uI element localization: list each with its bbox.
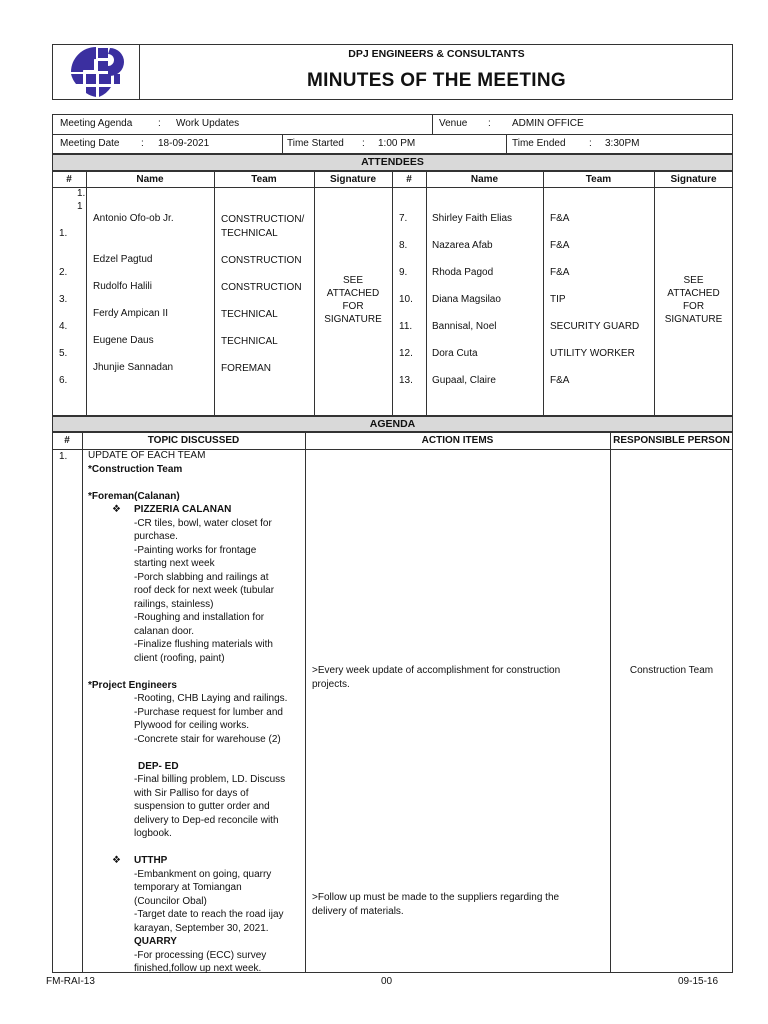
col-header-num: # [66, 174, 72, 185]
time-started-label: Time Started [287, 138, 344, 149]
attendee-number: 8. [399, 240, 408, 251]
company-logo-icon [52, 44, 140, 100]
col-header-name: Name [136, 174, 164, 185]
topic-line: -Roughing and installation for [134, 612, 265, 623]
topic-line: karayan, September 30, 2021. [134, 922, 269, 934]
agenda-value: Work Updates [176, 118, 240, 129]
topic-line: DEP- ED [138, 760, 179, 772]
attendee-name: Eugene Daus [93, 335, 154, 346]
topic-line: suspension to gutter order and [134, 801, 270, 812]
attendee-team: CONSTRUCTION [221, 282, 302, 293]
attendee-team: FOREMAN [221, 363, 271, 374]
topic-line: -Rooting, CHB Laying and railings. [134, 693, 288, 704]
attendee-number: 1. [59, 228, 68, 239]
attendee-team: UTILITY WORKER [550, 348, 635, 359]
attendee-name: Ferdy Ampican II [93, 308, 169, 319]
attendee-name: Edzel Pagtud [93, 254, 153, 265]
venue-label: Venue [439, 118, 468, 129]
attendee-number: 9. [399, 267, 408, 278]
attendee-name: Rudolfo Halili [93, 281, 152, 292]
attendee-number: 3. [59, 294, 68, 305]
attendee-number: 11. [399, 321, 413, 332]
company-name: DPJ ENGINEERS & CONSULTANTS [348, 48, 525, 60]
form-date: 09-15-16 [678, 976, 719, 987]
topic-line: (Councilor Obal) [134, 895, 207, 907]
colon: : [589, 138, 592, 149]
col-header-name: Name [470, 174, 499, 185]
agenda-header-action: ACTION ITEMS [421, 435, 494, 446]
topic-line: roof deck for next week (tubular [134, 585, 275, 596]
topic-line: UPDATE OF EACH TEAM [88, 450, 206, 461]
topic-line: *Construction Team [88, 463, 183, 475]
attendee-name: Nazarea Afab [432, 240, 493, 251]
topic-line: -Target date to reach the road ijay [134, 909, 284, 920]
date-label: Meeting Date [60, 138, 120, 149]
attendee-name: Antonio Ofo-ob Jr. [93, 213, 174, 224]
topic-line: -CR tiles, bowl, water closet for [134, 517, 272, 529]
topic-line: -Purchase request for lumber and [134, 706, 283, 718]
page-title: MINUTES OF THE MEETING [307, 70, 566, 91]
topic-line: -Embankment on going, quarry [134, 868, 272, 880]
stray-number: 1. [77, 188, 86, 199]
col-header-team: Team [251, 174, 277, 185]
attendee-team: CONSTRUCTION/ TECHNICAL [221, 214, 305, 239]
topic-line: purchase. [134, 531, 178, 542]
topic-line: Plywood for ceiling works. [134, 720, 250, 731]
signature-note-left: SEE ATTACHED FOR SIGNATURE [324, 275, 382, 325]
topic-line: finished,follow up next week. [134, 963, 262, 974]
attendee-number: 6. [59, 375, 68, 386]
time-ended-value: 3:30PM [605, 138, 640, 149]
logo-cell [52, 44, 140, 100]
signature-note-right: SEE ATTACHED FOR SIGNATURE [664, 275, 723, 325]
topic-line: with Sir Palliso for days of [134, 787, 249, 799]
attendee-number: 13. [399, 375, 413, 386]
topic-line: -For processing (ECC) survey [134, 949, 267, 961]
attendee-number: 4. [59, 321, 68, 332]
colon: : [362, 138, 365, 149]
attendee-team: F&A [550, 240, 570, 251]
attendee-name: Shirley Faith Elias [432, 213, 513, 224]
topic-line: logbook. [134, 828, 172, 839]
date-value: 18-09-2021 [158, 138, 210, 149]
attendee-name: Gupaal, Claire [432, 375, 496, 386]
topic-line: -Final billing problem, LD. Discuss [134, 774, 286, 785]
attendee-name: Rhoda Pagod [432, 267, 494, 278]
topic-line: calanan door. [134, 625, 195, 637]
col-header-signature: Signature [329, 174, 377, 185]
topic-line: -Finalize flushing materials with [134, 639, 273, 650]
topic-line: UTTHP [134, 855, 168, 866]
action-item: >Every week update of accomplishment for construction projects. [312, 665, 561, 690]
agenda-item-number: 1. [59, 451, 68, 462]
attendee-name: Dora Cuta [432, 348, 478, 359]
action-item: >Follow up must be made to the suppliers regarding the delivery of materials. [312, 892, 560, 917]
attendee-team: CONSTRUCTION [221, 255, 302, 266]
time-started-value: 1:00 PM [378, 138, 416, 149]
agenda-header-responsible: RESPONSIBLE PERSON [613, 435, 730, 446]
stray-number: 1 [77, 201, 83, 212]
agenda-label: Meeting Agenda [60, 118, 133, 129]
attendee-number: 2. [59, 267, 68, 278]
attendee-team: TIP [550, 294, 566, 305]
diamond-bullet-icon: ❖ [112, 504, 121, 515]
attendee-team: TECHNICAL [221, 309, 278, 320]
topic-line: client (roofing, paint) [134, 652, 225, 664]
colon: : [141, 138, 144, 149]
venue-value: ADMIN OFFICE [512, 118, 584, 129]
colon: : [488, 118, 491, 129]
attendee-number: 12. [399, 348, 413, 359]
attendee-name: Diana Magsilao [432, 294, 501, 305]
attendee-number: 10. [399, 294, 413, 305]
revision-number: 00 [381, 976, 393, 987]
form-code: FM-RAI-13 [46, 976, 95, 987]
topic-line: *Foreman(Calanan) [88, 490, 180, 502]
col-header-signature: Signature [670, 174, 717, 185]
topic-line: temporary at Tomiangan [134, 882, 242, 893]
topic-line: railings, stainless) [134, 598, 214, 610]
attendee-name: Jhunjie Sannadan [93, 362, 174, 373]
agenda-header-num: # [64, 435, 70, 446]
attendee-team: F&A [550, 267, 570, 278]
topic-line: *Project Engineers [88, 679, 177, 691]
attendee-team: TECHNICAL [221, 336, 278, 347]
attendee-team: F&A [550, 375, 570, 386]
col-header-num: # [406, 174, 412, 185]
attendee-number: 7. [399, 213, 408, 224]
agenda-title: AGENDA [369, 418, 416, 430]
colon: : [158, 118, 161, 129]
attendee-number: 5. [59, 348, 68, 359]
attendee-name: Bannisal, Noel [432, 321, 497, 332]
topic-line: -Porch slabbing and railings at [134, 571, 269, 583]
topic-line: delivery to Dep-ed reconcile with [134, 814, 279, 826]
topic-line: -Painting works for frontage [134, 544, 257, 556]
attendee-team: F&A [550, 213, 570, 224]
topic-line: PIZZERIA CALANAN [134, 504, 232, 515]
diamond-bullet-icon: ❖ [112, 855, 121, 866]
attendee-team: SECURITY GUARD [550, 321, 640, 332]
topic-line: QUARRY [134, 936, 177, 947]
agenda-header-topic: TOPIC DISCUSSED [147, 435, 240, 446]
topic-line: starting next week [134, 558, 215, 569]
col-header-team: Team [585, 174, 612, 185]
responsible-person: Construction Team [629, 665, 714, 676]
time-ended-label: Time Ended [512, 138, 566, 149]
topic-line: -Concrete stair for warehouse (2) [134, 733, 281, 745]
attendees-title: ATTENDEES [361, 156, 424, 168]
